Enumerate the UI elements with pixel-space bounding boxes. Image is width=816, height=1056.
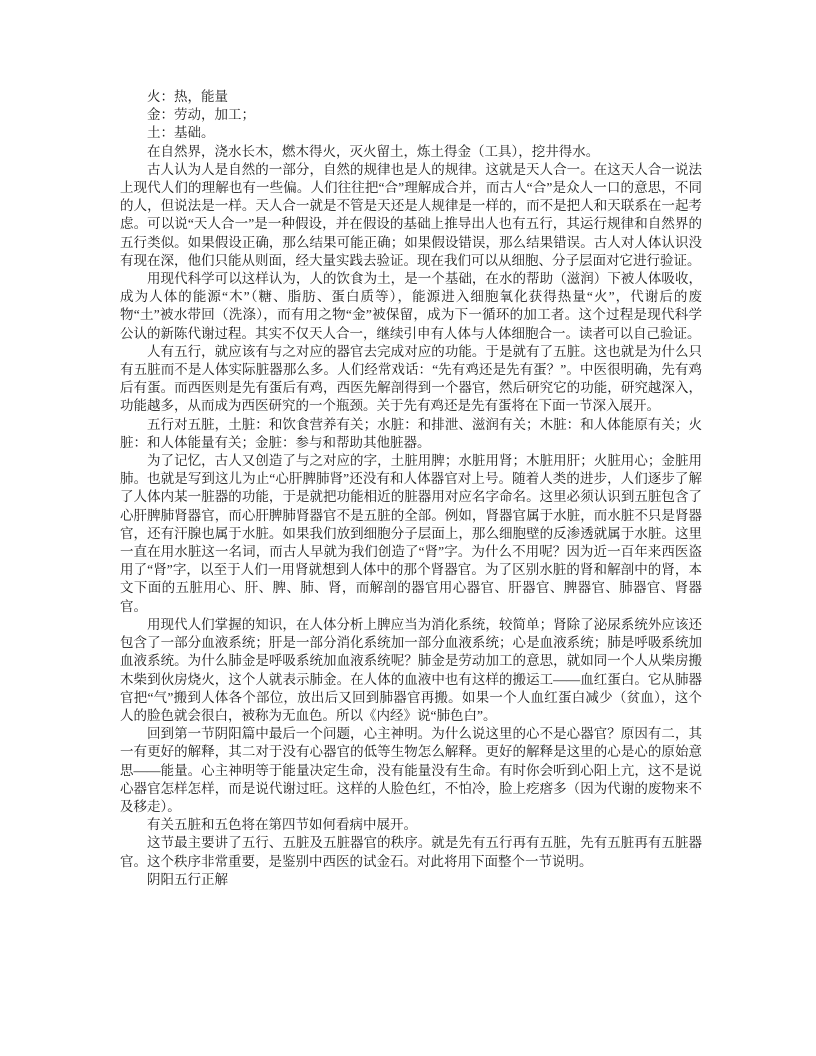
paragraph: 五行对五脏，土脏：和饮食营养有关；水脏：和排泄、滋润有关；木脏：和人体能原有关；火脏：和人体能量有关；金脏：参与和帮助其他脏器。 [120,416,702,450]
paragraph: 回到第一节阴阳篇中最后一个问题，心主神明。为什么说这里的心不是心器官？原因有二，其一有更好的解释，其二对于没有心器官的低等生物怎么解释。更好的解释是这里的心是心的原始意思——能量。心主神明等于能量决定生命，没有能量没有生命。有时你会听到心阳上亢，这不是说心器官怎样怎样，而是说代谢过旺。这样的人脸色红，不怕冷，脸上疙瘩多（因为代谢的废物来不及移走）。 [120,726,702,814]
paragraph: 古人认为人是自然的一部分，自然的规律也是人的规律。这就是天人合一。在这天人合一说法上现代人们的理解也有一些偏。人们往往把“合”理解成合并，而古人“合”是众人一口的意思，不同的人，但说法是一样。天人合一就是不管是天还是人规律是一样的，而不是把人和天联系在一起考虑。可以说“天人合一”是一种假设，并在假设的基础上推导出人也有五行，其运行规律和自然界的五行类似。如果假设正确，那么结果可能正确；如果假设错误，那么结果错误。古人对人体认识没有现在深，他们只能从则面，经大量实践去验证。现在我们可以从细胞、分子层面对它进行验证。 [120,161,702,268]
paragraph: 在自然界，浇水长木，燃木得火，灭火留土，炼土得金（工具），挖井得水。 [147,143,600,159]
paragraph: 火：热，能量 [147,89,228,104]
paragraph: 用现代科学可以这样认为，人的饮食为土，是一个基础，在水的帮助（滋润）下被人体吸收，成为人体的能源“木”（糖、脂肪、蛋白质等），能源进入细胞氧化获得热量“火”，代谢后的废物“土”被水带回（洗涤），而有用之物“金”被保留，成为下一循环的加工者。这个过程是现代科学公认的新陈代谢过程。其实不仅天人合一，继续引申有人体与人体细胞合一。读者可以自己验证。 [120,271,702,341]
paragraph: 为了记忆，古人又创造了与之对应的字，土脏用脾；水脏用肾；木脏用肝；火脏用心；金脏用肺。也就是写到这儿为止“心肝脾肺肾”还没有和人体器官对上号。随着人类的进步，人们逐步了解了人体内某一脏器的功能，于是就把功能相近的脏器用对应名字命名。这里必须认识到五脏包含了心肝脾肺肾器官，而心肝脾肺肾器官不是五脏的全部。例如，肾器官属于水脏，而水脏不只是肾器官，还有汗腺也属于水脏。如果我们放到细胞分子层面上，那么细胞壁的反渗透就属于水脏。这里一直在用水脏这一名词，而古人早就为我们创造了“肾”字。为什么不用呢？因为近一百年来西医盗用了“肾”字，以至于人们一用肾就想到人体中的那个肾器官。为了区别水脏的肾和解剖中的肾，本文下面的五脏用心、肝、脾、肺、肾，而解剖的器官用心器官、肝器官、脾器官、肺器官、肾器官。 [120,453,702,614]
section-title: 阴阳五行正解 [147,871,228,887]
paragraph: 人有五行，就应该有与之对应的器官去完成对应的功能。于是就有了五脏。这也就是为什么只有五脏而不是人体实际脏器那么多。人们经常戏话：“先有鸡还是先有蛋？”。中医很明确，先有鸡后有蛋。而西医则是先有蛋后有鸡，西医先解剖得到一个器官，然后研究它的功能，研究越深入，功能越多，从而成为西医研究的一个瓶颈。关于先有鸡还是先有蛋将在下面一节深入展开。 [120,343,702,414]
paragraph: 土：基础。 [147,125,215,141]
text-block [120,88,702,889]
paragraph: 金：劳动，加工； [147,107,255,123]
paragraph: 有关五脏和五色将在第四节如何看病中展开。 [147,817,417,833]
paragraph: 这节最主要讲了五行、五脏及五脏器官的秩序。就是先有五行再有五脏，先有五脏再有五脏器官。这个秩序非常重要，是鉴别中西医的试金石。对此将用下面整个一节说明。 [120,835,702,869]
paragraph: 用现代人们掌握的知识，在人体分析上脾应当为消化系统，较简单；肾除了泌尿系统外应该还包含了一部分血液系统；肝是一部分消化系统加一部分血液系统；心是血液系统；肺是呼吸系统加血液系统。为什么肺金是呼吸系统加血液系统呢？肺金是劳动加工的意思，就如同一个人从柴房搬木柴到伙房烧火，这个人就表示肺金。在人体的血液中也有这样的搬运工——血红蛋白。它从肺器官把“气”搬到人体各个部位，放出后又回到肺器官再搬。如果一个人血红蛋白减少（贫血），这个人的脸色就会很白，被称为无血色。所以《内经》说“肺色白”。 [120,616,702,723]
